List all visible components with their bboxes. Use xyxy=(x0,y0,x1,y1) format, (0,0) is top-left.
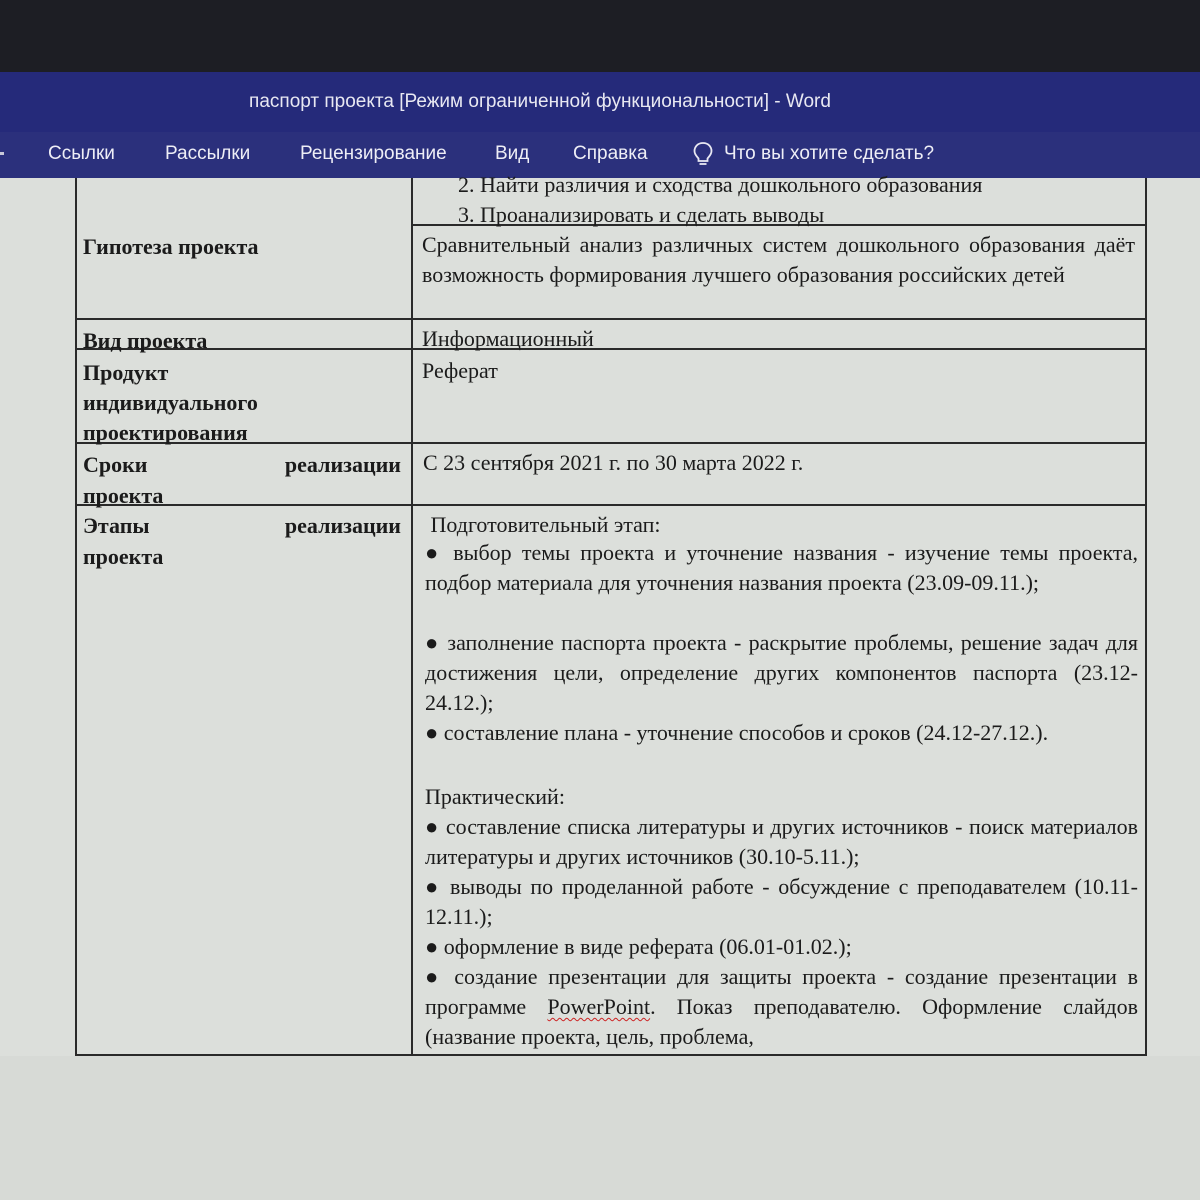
stage-prep-item-3: ● составление плана - уточнение способов и сроков (24.12-27.12.). xyxy=(425,720,1049,745)
tab-help[interactable]: Справка xyxy=(573,143,648,164)
spellcheck-word-powerpoint[interactable]: PowerPoint xyxy=(547,994,651,1019)
table-column-divider xyxy=(411,178,413,1056)
window-title: паспорт проекта [Режим ограниченной функциональности] - Word xyxy=(249,91,831,112)
stage-practical-item-4-start: ● создание презентации для защиты проекта - создание презентации в программе xyxy=(425,964,1138,1019)
stage-practical-item-3: ● оформление в виде реферата (06.01-01.02.); xyxy=(425,934,852,959)
stage-practical-item-2: ● выводы по проделанной работе - обсуждение с преподавателем (10.11-12.11.); xyxy=(425,874,1138,929)
project-type-label: Вид проекта xyxy=(83,328,208,353)
project-type-value: Информационный xyxy=(422,326,594,351)
table-border-right xyxy=(1145,178,1147,1056)
task-item-3: 3. Проанализировать и сделать выводы xyxy=(458,202,825,227)
hypothesis-value: Сравнительный анализ различных систем дошкольного образования даёт возможность формирования лучшего образования российских детей xyxy=(422,232,1135,287)
stage-practical-title: Практический: xyxy=(425,784,565,809)
tab-view[interactable]: Вид xyxy=(495,143,530,164)
product-value: Реферат xyxy=(422,358,498,383)
tell-me-search[interactable] xyxy=(692,141,934,167)
timeline-label-second: реализации xyxy=(284,452,401,477)
table-border-left xyxy=(75,178,77,1056)
stage-practical-item-1: ● составление списка литературы и других источников - поиск материалов литературы и других источников (30.10-5.11.); xyxy=(425,814,1138,869)
stage-practical-item-4-end: . Показ преподавателю. Оформление слайдов (название проекта, цель, проблема, xyxy=(425,994,1138,1049)
monitor-bezel xyxy=(0,0,1200,72)
stages-label-third: проекта xyxy=(83,544,164,569)
title-bar xyxy=(0,72,1200,132)
hypothesis-label: Гипотеза проекта xyxy=(83,234,259,259)
row-divider-hypothesis xyxy=(75,318,1147,320)
stage-practical-item-4 xyxy=(425,962,1138,1054)
stages-label-first: Этапы xyxy=(83,513,150,538)
stages-label-second: реализации xyxy=(284,513,401,538)
lightbulb-icon xyxy=(692,141,714,167)
timeline-label-third: проекта xyxy=(83,483,164,508)
task-item-2: 2. Найти различия и сходства дошкольного образования xyxy=(458,172,983,197)
ribbon-tab-edge xyxy=(0,152,4,155)
stage-prep-title: Подготовительный этап: xyxy=(425,512,661,537)
timeline-label-first: Сроки xyxy=(83,452,148,477)
project-passport-table xyxy=(75,172,1147,1056)
tab-review[interactable]: Рецензирование xyxy=(300,143,447,164)
timeline-value: С 23 сентября 2021 г. по 30 марта 2022 г. xyxy=(423,450,804,475)
product-label: Продукт индивидуального проектирования xyxy=(83,360,258,445)
tab-references[interactable]: Ссылки xyxy=(48,143,115,164)
desk-area-below-table xyxy=(0,1056,1200,1200)
stage-prep-item-2: ● заполнение паспорта проекта - раскрытие проблемы, решение задач для достижения цели, определение других компонентов паспорта (23.12-24.12.); xyxy=(425,630,1138,715)
stage-prep-item-1: ● выбор темы проекта и уточнение названия - изучение темы проекта, подбор материала для уточнения названия проекта (23.09-09.11.); xyxy=(425,540,1138,595)
tell-me-text: Что вы хотите сделать? xyxy=(724,143,935,164)
tab-mailings[interactable]: Рассылки xyxy=(165,143,251,164)
